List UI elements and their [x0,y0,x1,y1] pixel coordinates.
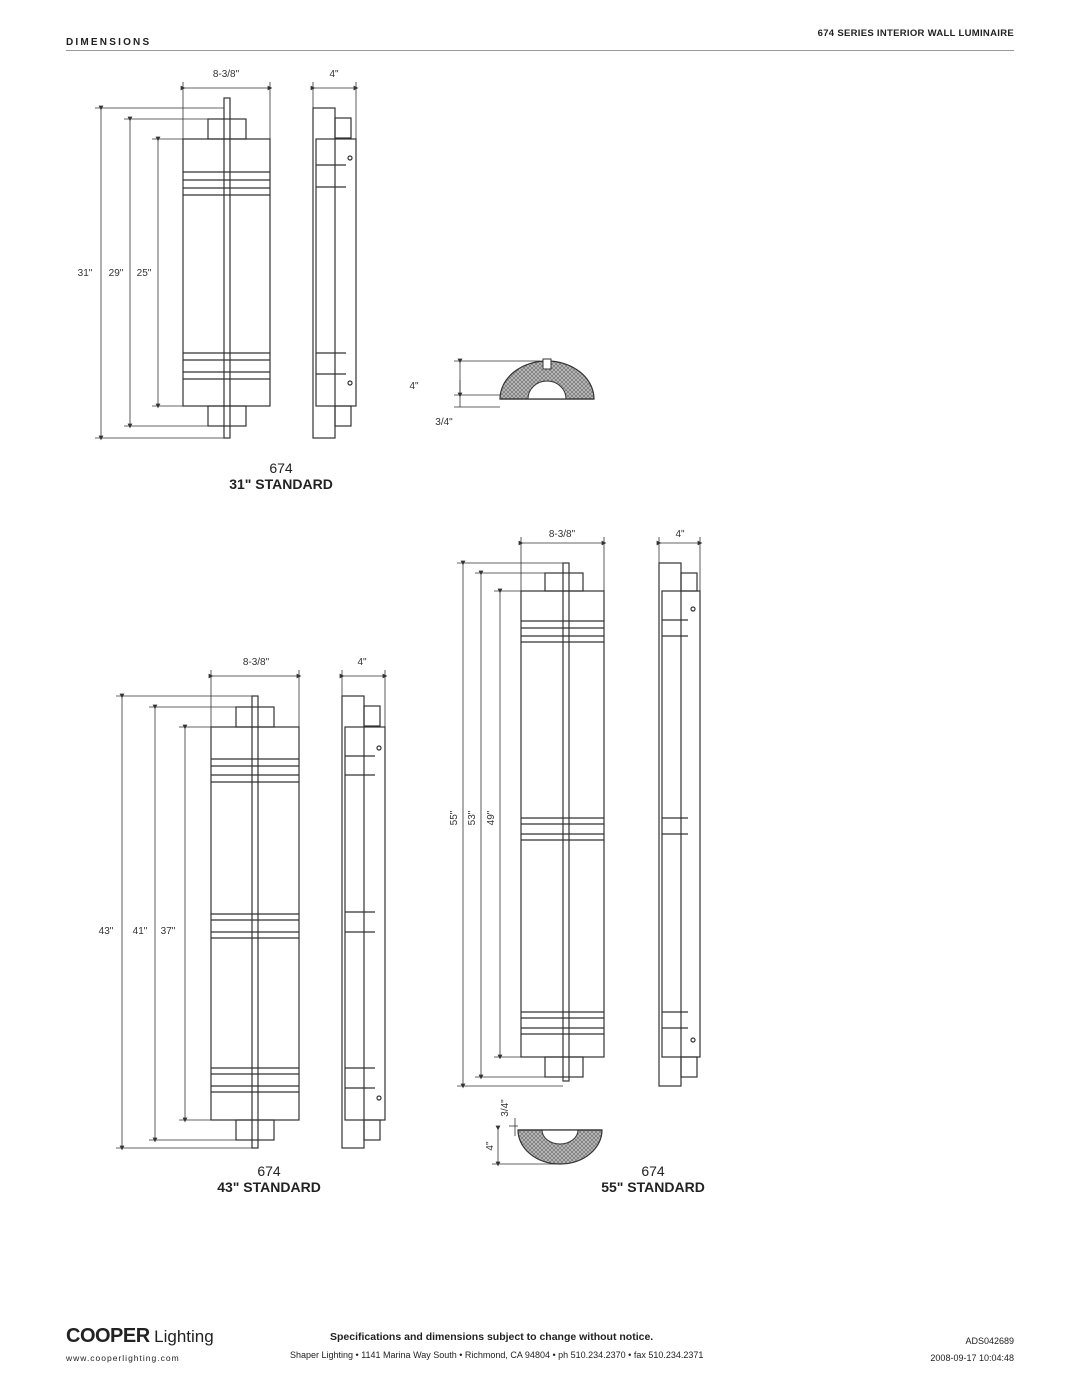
fixture-31-model: 674 [269,460,293,476]
fixture-31-height-mid: 29" [108,268,124,279]
cooper-logo [66,1325,214,1348]
fixture-31-caption [226,460,336,492]
fixture-55-caption [598,1163,708,1195]
section-title: DIMENSIONS [66,37,152,48]
fixture-55-size: 55" STANDARD [601,1179,705,1195]
fixture-43-height-overall: 43" [98,926,114,937]
fixture-43-height-mid: 41" [132,926,148,937]
fixture-55-side-view [659,563,700,1086]
fixture-55-section-view [492,1118,602,1164]
fixture-55-width-label: 8-3/8" [548,529,576,540]
website-link[interactable]: www.cooperlighting.com [66,1353,180,1363]
fixture-43-height-body: 37" [160,926,176,937]
fixture-31-dimensions [95,82,356,438]
company-address: Shaper Lighting • 1141 Marina Way South • Richmond, CA 94804 • ph 510.234.2370 • fax 510.234.2371 [290,1350,704,1360]
fixture-43-front-view [211,696,299,1148]
fixture-55-front-view [521,563,604,1081]
fixture-31-section-height: 4" [409,381,419,392]
fixture-31-section-offset: 3/4" [435,417,453,428]
fixture-31-section-view [454,359,594,407]
series-title: 674 SERIES INTERIOR WALL LUMINAIRE [817,28,1014,39]
document-id: ADS042689 [965,1336,1014,1346]
fixture-55-model: 674 [641,1163,665,1179]
fixture-31-width-label: 8-3/8" [212,69,240,80]
document-date: 2008-09-17 10:04:48 [930,1353,1014,1363]
fixture-31-size: 31" STANDARD [229,476,333,492]
fixture-31-height-overall: 31" [77,268,93,279]
fixture-31-front-view [183,98,270,438]
logo-brand-sub: Lighting [154,1327,214,1346]
fixture-43-depth-label: 4" [357,657,367,668]
fixture-31-side-view [313,108,356,438]
fixture-55-section-height: 4" [485,1141,496,1151]
fixture-43-width-label: 8-3/8" [242,657,270,668]
fixture-55-section-offset: 3/4" [500,1099,511,1117]
fixture-43-model: 674 [257,1163,281,1179]
fixture-43-size: 43" STANDARD [217,1179,321,1195]
fixture-31-height-body: 25" [136,268,152,279]
fixture-55-height-overall: 55" [449,810,460,826]
fixture-43-side-view [342,696,385,1148]
fixture-31-depth-label: 4" [329,69,339,80]
fixture-55-depth-label: 4" [675,529,685,540]
fixture-55-height-mid: 53" [467,810,478,826]
logo-brand: COOPER [66,1325,150,1347]
spec-notice: Specifications and dimensions subject to change without notice. [330,1331,654,1343]
fixture-55-height-body: 49" [486,810,497,826]
fixture-43-caption [214,1163,324,1195]
